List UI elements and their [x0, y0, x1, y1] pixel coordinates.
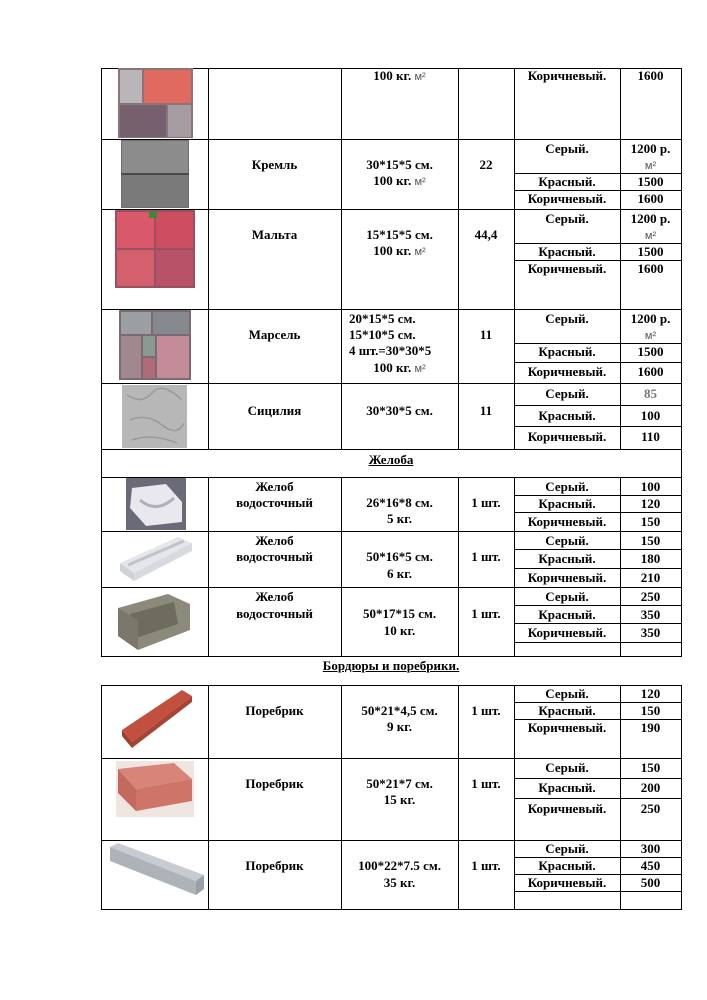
quantity: 1 шт. — [471, 549, 501, 564]
product-name: Желоб — [255, 479, 294, 494]
product-name: водосточный — [236, 495, 313, 510]
unit-text: м² — [414, 363, 426, 375]
color-name: Красный. — [538, 244, 596, 259]
quantity: 11 — [479, 327, 493, 342]
unit-text: м² — [414, 176, 426, 188]
size-text: 50*17*15 см. — [362, 606, 437, 621]
product-name: Мальта — [251, 227, 298, 242]
product-name: Поребрик — [245, 858, 304, 873]
color-name: Красный. — [538, 408, 596, 423]
price: 1200 р. — [630, 141, 671, 156]
color-name: Серый. — [545, 841, 589, 856]
size-text: 30*30*5 см. — [366, 403, 433, 418]
color-name: Красный. — [538, 551, 596, 566]
price: 1600 — [637, 364, 664, 379]
color-name: Коричневый. — [527, 720, 607, 735]
price: 100 — [640, 408, 661, 423]
weight-text: 35 кг. — [383, 875, 416, 890]
price: 1200 р. — [630, 211, 671, 226]
color-name: Красный. — [538, 607, 596, 622]
curb-image-red-wide — [116, 761, 194, 817]
unit-text: м² — [644, 160, 657, 172]
size-text: 50*21*7 см. — [366, 776, 433, 791]
color-name: Красный. — [538, 174, 596, 189]
color-name: Коричневый. — [527, 191, 607, 206]
quantity: 44,4 — [474, 227, 498, 242]
curb-image-gray-long — [108, 841, 206, 899]
gutter-image-long — [118, 533, 194, 586]
price: 120 — [640, 496, 661, 511]
price: 1600 — [637, 68, 664, 83]
unit-text: м² — [644, 330, 657, 342]
weight-text: 100 кг. — [373, 360, 412, 375]
price: 210 — [640, 570, 661, 585]
price: 200 — [640, 780, 661, 795]
price: 250 — [640, 801, 661, 816]
gutter-image-channel — [116, 590, 192, 654]
quantity: 1 шт. — [471, 776, 501, 791]
product-name: Поребрик — [245, 703, 304, 718]
price: 180 — [640, 551, 661, 566]
color-name: Серый. — [545, 686, 589, 701]
color-name: Коричневый. — [527, 625, 607, 640]
price: 1600 — [637, 261, 664, 276]
product-name: Сицилия — [247, 403, 302, 418]
price: 450 — [640, 858, 661, 873]
product-name: Поребрик — [245, 776, 304, 791]
color-name: Коричневый. — [527, 261, 607, 276]
tile-image-kremlin — [121, 140, 189, 208]
weight-text: 100 кг. — [373, 173, 412, 188]
price: 1200 р. — [630, 311, 671, 326]
product-name: Кремль — [251, 157, 298, 172]
weight-cell — [341, 360, 458, 377]
price: 1500 — [637, 344, 664, 359]
price: 150 — [640, 514, 661, 529]
tile-image-brown-slabs — [118, 68, 193, 138]
weight-text: 15 кг. — [383, 792, 416, 807]
color-name: Коричневый. — [527, 570, 607, 585]
color-name: Коричневый. — [527, 875, 607, 890]
gutter-image-small — [126, 478, 186, 530]
price: 150 — [640, 533, 661, 548]
size-text: 15*15*5 см. — [366, 227, 433, 242]
product-name: водосточный — [236, 606, 313, 621]
color-name: Коричневый. — [527, 68, 607, 83]
section-title: Желоба — [368, 452, 414, 467]
product-name: Желоб — [255, 533, 294, 548]
color-name: Серый. — [545, 211, 589, 226]
price: 350 — [640, 607, 661, 622]
product-name: Желоб — [255, 589, 294, 604]
price: 110 — [641, 429, 660, 444]
size-text: 26*16*8 см. — [366, 495, 433, 510]
weight-text: 10 кг. — [383, 623, 416, 638]
unit-text: м² — [414, 246, 426, 258]
price: 250 — [640, 589, 661, 604]
quantity: 1 шт. — [471, 858, 501, 873]
weight-text: 100 кг. — [373, 243, 412, 258]
quantity: 11 — [479, 403, 493, 418]
weight-cell — [341, 173, 458, 190]
quantity: 1 шт. — [471, 703, 501, 718]
weight-text: 5 кг. — [387, 511, 412, 526]
curb-image-red-thin — [118, 686, 196, 756]
color-name: Коричневый. — [527, 514, 607, 529]
color-name: Серый. — [545, 311, 589, 326]
size-text: 30*15*5 см. — [366, 157, 433, 172]
price: 500 — [640, 875, 661, 890]
color-name: Серый. — [545, 141, 589, 156]
tile-image-sicily — [122, 385, 187, 448]
price: 300 — [640, 841, 661, 856]
color-name: Красный. — [538, 496, 596, 511]
color-name: Красный. — [538, 344, 596, 359]
weight-cell — [341, 243, 458, 260]
product-name: водосточный — [236, 549, 313, 564]
tile-image-malta — [115, 210, 195, 288]
weight-text: 100 кг. — [373, 68, 412, 83]
weight-text: 9 кг. — [387, 719, 412, 734]
size-text: 100*22*7.5 см. — [358, 858, 441, 873]
price: 150 — [640, 703, 661, 718]
tile-image-marseille — [119, 310, 191, 380]
unit-text: м² — [414, 71, 426, 83]
color-name: Серый. — [545, 533, 589, 548]
color-name: Красный. — [538, 780, 596, 795]
price: 85 — [644, 386, 657, 401]
price: 1500 — [637, 244, 664, 259]
color-name: Коричневый. — [527, 364, 607, 379]
size-text: 4 шт.=30*30*5 — [349, 343, 432, 358]
color-name: Коричневый. — [527, 429, 607, 444]
color-name: Серый. — [545, 589, 589, 604]
price: 100 — [640, 479, 661, 494]
price: 350 — [640, 625, 661, 640]
size-text: 20*15*5 см. — [349, 311, 416, 326]
size-text: 15*10*5 см. — [349, 327, 416, 342]
price: 1500 — [637, 174, 664, 189]
size-text: 50*16*5 см. — [366, 549, 433, 564]
unit-text: м² — [644, 230, 657, 242]
product-name: Марсель — [248, 327, 301, 342]
price-unit — [620, 227, 681, 244]
color-name: Красный. — [538, 703, 596, 718]
color-name: Серый. — [545, 479, 589, 494]
price: 150 — [640, 760, 661, 775]
color-name: Серый. — [545, 760, 589, 775]
quantity: 1 шт. — [471, 495, 501, 510]
color-name: Коричневый. — [527, 801, 607, 816]
price-unit — [620, 157, 681, 174]
quantity: 1 шт. — [471, 606, 501, 621]
section-title: Бордюры и поребрики. — [322, 658, 460, 673]
size-cell — [341, 68, 458, 85]
size-text: 50*21*4,5 см. — [361, 703, 438, 718]
color-name: Красный. — [538, 858, 596, 873]
quantity: 22 — [479, 157, 493, 172]
price: 1600 — [637, 191, 664, 206]
price: 190 — [640, 720, 661, 735]
price-unit — [620, 327, 681, 344]
color-name: Серый. — [545, 386, 589, 401]
weight-text: 6 кг. — [387, 566, 412, 581]
price: 120 — [640, 686, 661, 701]
